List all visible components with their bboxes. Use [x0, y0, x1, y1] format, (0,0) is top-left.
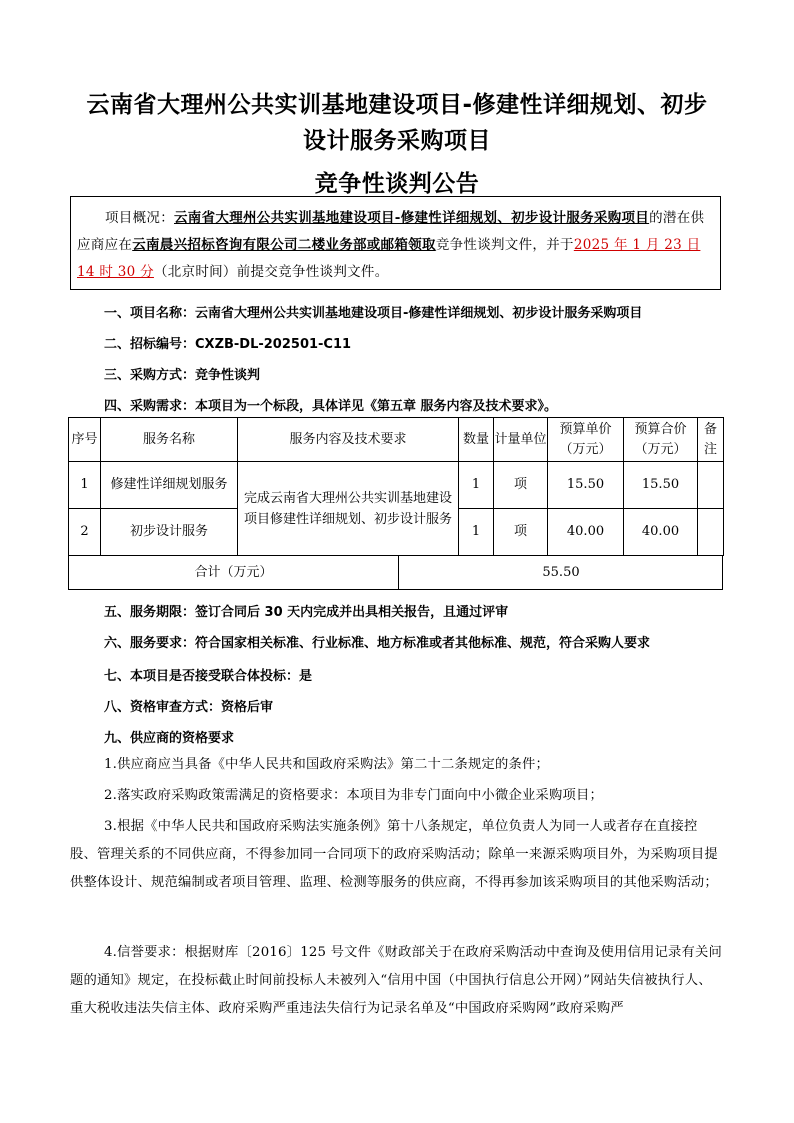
header-quantity: 数量	[459, 418, 494, 462]
header-remark: 备注	[698, 418, 724, 462]
header-unit-price: 预算单价（万元）	[548, 418, 624, 462]
overview-prefix: 项目概况：	[105, 210, 174, 226]
section-qualification-review: 八、资格审查方式：资格后审	[104, 700, 274, 715]
section-tender-number: 二、招标编号：CXZB-DL-202501-C11	[104, 337, 352, 352]
overview-text-3: 竞争性谈判文件，并于	[435, 237, 574, 253]
overview-deadline: 2025 年 1 月 23 日 14 时 30 分	[77, 237, 701, 280]
row-no: 1	[69, 462, 101, 509]
project-overview-box	[70, 196, 721, 290]
row-service-content: 完成云南省大理州公共实训基地建设项目修建性详细规划、初步设计服务	[238, 462, 459, 556]
header-service-name: 服务名称	[101, 418, 238, 462]
table-header-row	[69, 418, 724, 462]
row-no: 2	[69, 509, 101, 556]
document-title-line-1: 云南省大理州公共实训基地建设项目-修建性详细规划、初步	[86, 92, 708, 118]
table-row	[69, 462, 724, 509]
section-project-name: 一、项目名称：云南省大理州公共实训基地建设项目-修建性详细规划、初步设计服务采购项目	[104, 306, 643, 321]
row-service-name: 初步设计服务	[101, 509, 238, 556]
overview-text-2: 的潜在供应商应在	[77, 210, 705, 253]
row-unit: 项	[494, 462, 548, 509]
row-unit: 项	[494, 509, 548, 556]
section-supplier-qualifications: 九、供应商的资格要求	[104, 731, 235, 746]
row-service-name: 修建性详细规划服务	[101, 462, 238, 509]
section-procurement-demand: 四、采购需求：本项目为一个标段，具体详见《第五章 服务内容及技术要求》。	[104, 399, 558, 414]
section-service-period: 五、服务期限：签订合同后 30 天内完成并出具相关报告，且通过评审	[104, 605, 509, 620]
row-total-price: 15.50	[624, 462, 698, 509]
row-unit-price: 40.00	[548, 509, 624, 556]
header-no: 序号	[69, 418, 101, 462]
table-sum-row	[68, 556, 723, 590]
row-remark	[698, 462, 724, 509]
header-service-content: 服务内容及技术要求	[238, 418, 459, 462]
overview-pickup-place: 云南晨兴招标咨询有限公司二楼业务部或邮箱领取	[132, 237, 436, 253]
header-unit: 计量单位	[494, 418, 548, 462]
overview-text-4: （北京时间）前提交竞争性谈判文件。	[153, 264, 389, 280]
row-total-price: 40.00	[624, 509, 698, 556]
overview-project-name: 云南省大理州公共实训基地建设项目-修建性详细规划、初步设计服务采购项目	[174, 210, 650, 226]
row-quantity: 1	[459, 462, 494, 509]
requirement-3: 3.根据《中华人民共和国政府采购法实施条例》第十八条规定，单位负责人为同一人或者存在直接控股、管理关系的不同供应商，不得参加同一合同项下的政府采购活动；除单一来源采购项目外，为采购项目提供整体设计、规范编制或者项目管理、监理、检测等服务的供应商，不得再参加该采购项目的其他采购活动；	[70, 819, 718, 890]
sum-label: 合计（万元）	[69, 556, 399, 589]
sum-value: 55.50	[542, 565, 580, 580]
section-service-requirements: 六、服务要求：符合国家相关标准、行业标准、地方标准或者其他标准、规范，符合采购人要求	[104, 636, 651, 651]
document-title-line-2: 设计服务采购项目	[303, 128, 491, 154]
requirement-1: 1.供应商应当具备《中华人民共和国政府采购法》第二十二条规定的条件；	[104, 757, 549, 772]
row-unit-price: 15.50	[548, 462, 624, 509]
header-total-price: 预算合价（万元）	[624, 418, 698, 462]
section-procurement-method: 三、采购方式：竞争性谈判	[104, 368, 261, 383]
row-remark	[698, 509, 724, 556]
row-quantity: 1	[459, 509, 494, 556]
section-joint-bidding: 七、本项目是否接受联合体投标：是	[104, 669, 313, 684]
requirement-2: 2.落实政府采购政策需满足的资格要求：本项目为非专门面向中小微企业采购项目；	[104, 788, 603, 803]
document-title-line-3: 竞争性谈判公告	[314, 171, 480, 197]
procurement-requirements-table	[68, 417, 724, 556]
requirement-4: 4.信誉要求：根据财库〔2016〕125 号文件《财政部关于在政府采购活动中查询及使用信用记录有关问题的通知》规定，在投标截止时间前投标人未被列入“信用中国（中国执行信息公开网）”网站失信被执行人、重大税收违法失信主体、政府采购严重违法失信行为记录名单及“中国政府采购网”政府采购严	[70, 945, 723, 1016]
